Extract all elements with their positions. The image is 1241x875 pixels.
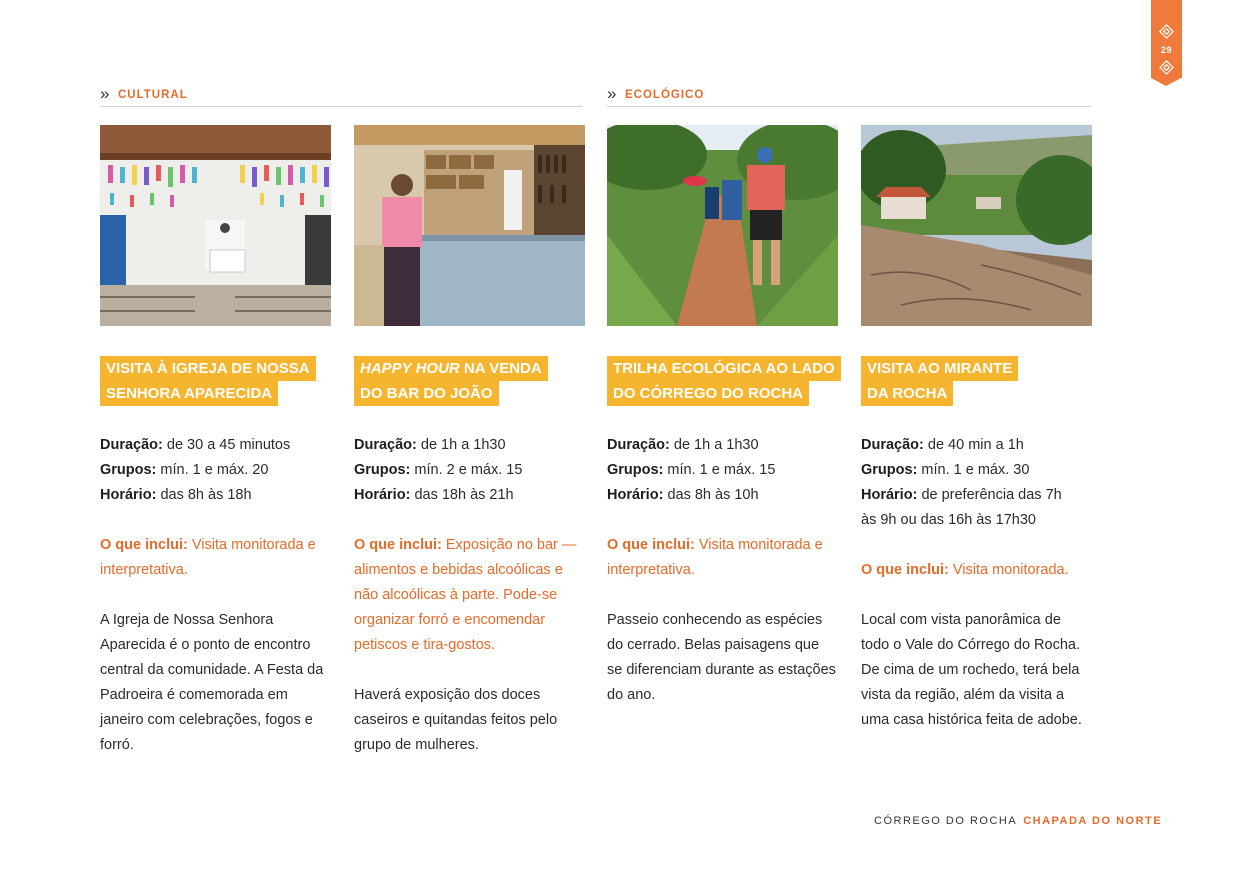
viewpoint-photo [861, 125, 1092, 326]
section-header-cultural [100, 84, 583, 107]
section-header-ecologico [607, 84, 1091, 107]
activity-title: HAPPY HOUR NA VENDA DO BAR DO JOÃO [354, 356, 594, 406]
activity-description: A Igreja de Nossa Senhora Aparecida é o ponto de encontro central da comunidade. A Festa da Padroeira é comemorada em janeiro com celebrações, fogos e forró. [100, 612, 324, 753]
trail-hike-photo [607, 125, 838, 326]
page-number: 29 [1160, 45, 1172, 55]
activity-title: TRILHA ECOLÓGICA AO LADO DO CÓRREGO DO ROCHA [607, 356, 847, 406]
footer-community: CÓRREGO DO ROCHA [874, 815, 1018, 827]
double-chevron-icon: » [607, 84, 617, 103]
activity-details: Duração: de 1h a 1h30 Grupos: mín. 2 e máx. 15 Horário: das 18h às 21h O que inclui: Exposição no bar — alimentos e bebidas alcoólicas e não alcoólicas à parte. Pode-se organizar forró e encomendar petiscos e tira-gostos. Haverá exposição dos doces caseiros e quitandas feitos pelo grupo de mulheres. [354, 433, 594, 758]
ornament-icon [1159, 24, 1174, 39]
section-label: CULTURAL [118, 89, 188, 101]
activity-title: VISITA AO MIRANTE DA ROCHA [861, 356, 1101, 406]
activity-description: Local com vista panorâmica de todo o Vale do Córrego do Rocha. De cima de um rochedo, terá bela vista da região, além da visita a uma casa histórica feita de adobe. [861, 612, 1082, 728]
activity-details: Duração: de 1h a 1h30 Grupos: mín. 1 e máx. 15 Horário: das 8h às 10h O que inclui: Visita monitorada e interpretativa. Passeio conhecendo as espécies do cerrado. Belas paisagens que se diferenciam durante as estações do ano. [607, 433, 847, 708]
footer [874, 815, 1162, 827]
bar-interior-photo [354, 125, 585, 326]
ornament-icon [1159, 60, 1174, 75]
activity-details: Duração: de 30 a 45 minutos Grupos: mín. 1 e máx. 20 Horário: das 8h às 18h O que inclui: Visita monitorada e interpretativa. A Igreja de Nossa Senhora Aparecida é o ponto de encontro central da comunidade. A Festa da Padroeira é comemorada em janeiro com celebrações, fogos e forró. [100, 433, 340, 758]
activity-description: Passeio conhecendo as espécies do cerrado. Belas paisagens que se diferenciam durante as estações do ano. [607, 612, 836, 703]
activity-details: Duração: de 40 min a 1h Grupos: mín. 1 e máx. 30 Horário: de preferência das 7h às 9h ou das 16h às 17h30 O que inclui: Visita monitorada. Local com vista panorâmica de todo o Vale do Córrego do Rocha. De cima de um rochedo, terá bela vista da região, além da visita a uma casa histórica feita de adobe. [861, 433, 1101, 733]
footer-region: CHAPADA DO NORTE [1023, 815, 1163, 827]
double-chevron-icon: » [100, 84, 110, 103]
activity-description: Haverá exposição dos doces caseiros e quitandas feitos pelo grupo de mulheres. [354, 687, 558, 753]
activity-title: VISITA À IGREJA DE NOSSA SENHORA APARECIDA [100, 356, 340, 406]
page-number-tab [1151, 0, 1182, 78]
section-label: ECOLÓGICO [625, 89, 705, 101]
church-interior-photo [100, 125, 331, 326]
